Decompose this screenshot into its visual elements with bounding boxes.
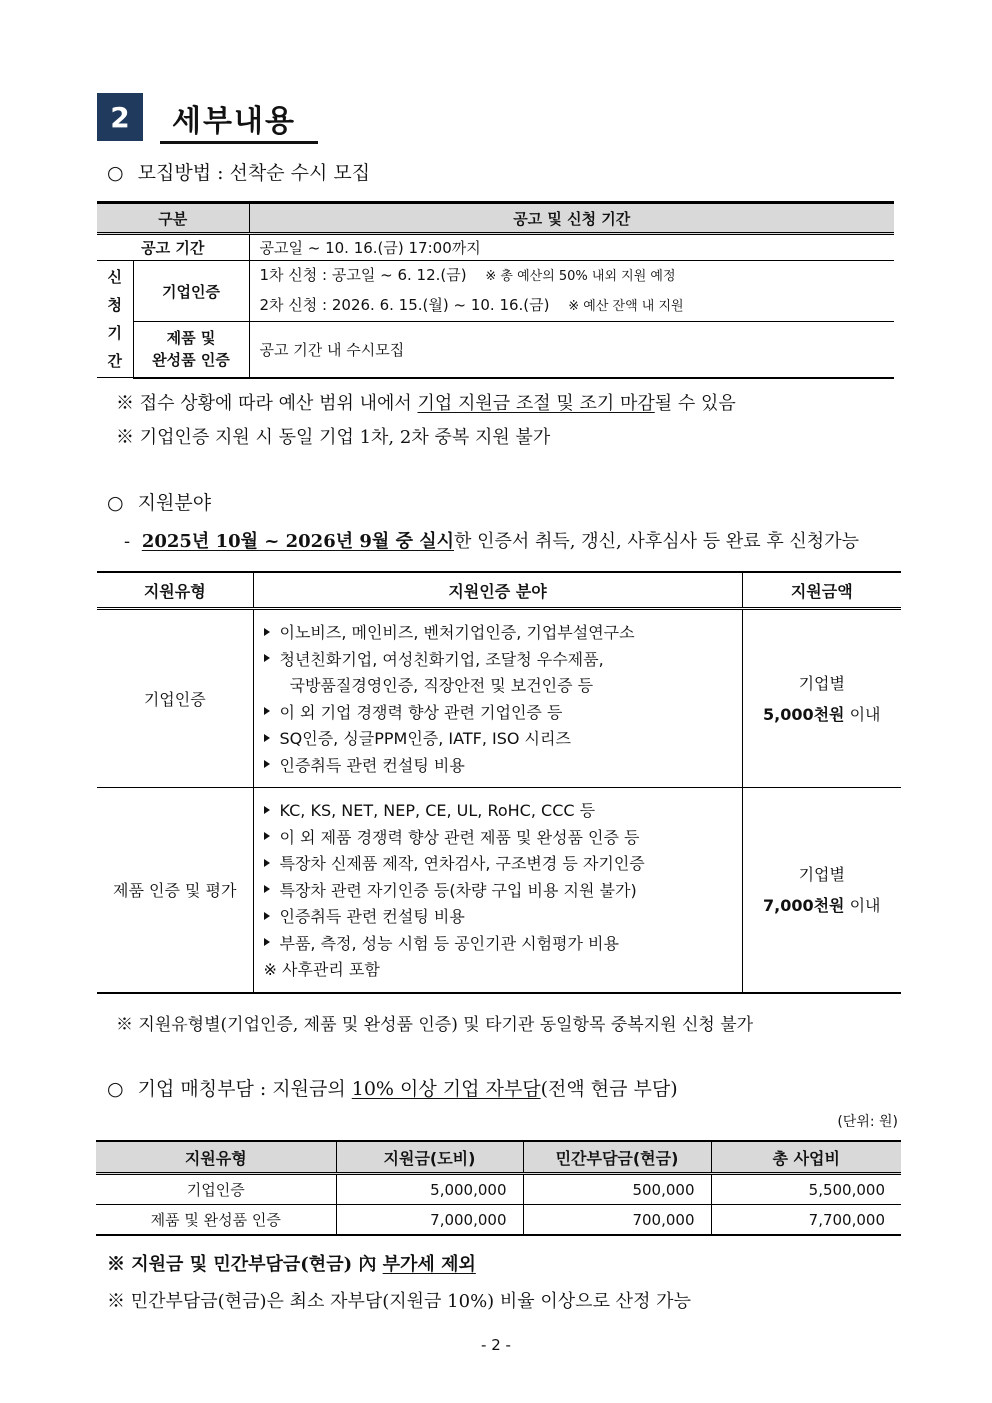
table-row	[97, 234, 894, 261]
table-cell: 제품 및 완성품 인증	[96, 1205, 336, 1236]
notice-value: 공고일 ~ 10. 16.(금) 17:00까지	[249, 234, 894, 261]
table-header: 공고 및 신청 기간	[249, 203, 894, 234]
table-header: 지원유형	[97, 572, 253, 609]
table-header: 지원금(도비)	[336, 1141, 523, 1174]
corp-period	[249, 261, 894, 322]
corp-line1-note: ※ 총 예산의 50% 내외 지원 예정	[485, 269, 676, 284]
list-item: 청년친화기업, 여성친화기업, 조달청 우수제품,	[264, 647, 742, 674]
unit-label: (단위: 원)	[837, 1114, 898, 1130]
support-field-cond: 한 인증서 취득, 갱신, 사후심사 등 완료 후 신청가능	[454, 531, 859, 552]
notice-label: 공고 기간	[97, 234, 249, 261]
list-item: 인증취득 관련 컨설팅 비용	[264, 904, 742, 931]
list-item: 특장차 신제품 제작, 연차검사, 구조변경 등 자기인증	[264, 851, 742, 878]
corp-line2: 2차 신청 : 2026. 6. 15.(월) ~ 10. 16.(금)	[259, 296, 550, 314]
table-row	[96, 1205, 901, 1236]
apply-label-char: 기	[107, 324, 122, 342]
matching-text-b: (전액 현금 부담)	[540, 1078, 678, 1100]
table-row	[97, 788, 901, 993]
support-field-heading	[107, 488, 211, 515]
table-row	[97, 322, 894, 378]
circle-bullet: ○	[107, 1078, 124, 1100]
table-cell: 500,000	[523, 1174, 711, 1205]
apply-label-char: 신	[107, 268, 122, 286]
note-no-duplicate: ※ 지원유형별(기업인증, 제품 및 완성품 인증) 및 타기관 동일항목 중복지원 신청 불가	[116, 1015, 754, 1035]
table-cell: 5,500,000	[711, 1174, 901, 1205]
product-label	[133, 322, 249, 378]
recruit-method-text: 모집방법 : 선착순 수시 모집	[137, 162, 371, 184]
matching-text-underlined: 10% 이상 기업 자부담	[351, 1078, 541, 1100]
support-type: 기업인증	[97, 609, 253, 788]
triangle-bullet-icon	[264, 806, 270, 814]
triangle-bullet-icon	[264, 628, 270, 636]
table-row	[96, 1174, 901, 1205]
support-field-sub	[124, 527, 859, 553]
list-item: 국방품질경영인증, 직장안전 및 보건인증 등	[289, 676, 594, 695]
recruit-method	[107, 158, 370, 185]
cost-table	[96, 1140, 901, 1236]
corp-line2-note: ※ 예산 잔액 내 지원	[568, 299, 684, 314]
table-cell: 기업인증	[96, 1174, 336, 1205]
note-budget-b: 될 수 있음	[654, 393, 736, 414]
table-header-row	[96, 1141, 901, 1174]
table-header-row	[97, 572, 901, 609]
note-budget	[116, 389, 736, 415]
table-row	[97, 609, 901, 788]
note-vat-a: ※ 지원금 및 민간부담금(현금) 內	[107, 1254, 383, 1275]
table-row	[97, 261, 894, 322]
note-vat	[107, 1250, 476, 1276]
period-table	[97, 201, 894, 379]
section-title: 세부내용	[172, 104, 296, 139]
apply-label-char: 간	[107, 352, 122, 370]
product-label-2: 완성품 인증	[152, 351, 230, 370]
table-cell: 7,000,000	[336, 1205, 523, 1236]
page-number: - 2 -	[481, 1336, 511, 1354]
apply-period-label	[97, 261, 133, 378]
support-items	[253, 788, 742, 993]
section-underline	[160, 141, 318, 144]
list-item: ※ 사후관리 포함	[263, 960, 380, 979]
list-item: 이 외 제품 경쟁력 향상 관련 제품 및 완성품 인증 등	[264, 825, 742, 852]
table-header: 총 사업비	[711, 1141, 901, 1174]
list-item: 인증취득 관련 컨설팅 비용	[264, 753, 742, 780]
table-cell: 5,000,000	[336, 1174, 523, 1205]
list-item: 부품, 측정, 성능 시험 등 공인기관 시험평가 비용	[264, 931, 742, 958]
product-value: 공고 기간 내 수시모집	[249, 322, 894, 378]
corp-label: 기업인증	[133, 261, 249, 322]
support-field-period: 2025년 10월 ~ 2026년 9월 중 실시	[141, 531, 454, 552]
list-item: 특장차 관련 자기인증 등(차량 구입 비용 지원 불가)	[264, 878, 742, 905]
table-cell: 700,000	[523, 1205, 711, 1236]
table-header-row	[97, 203, 894, 234]
list-item: KC, KS, NET, NEP, CE, UL, RoHC, CCC 등	[264, 798, 742, 825]
triangle-bullet-icon	[264, 734, 270, 742]
table-header: 지원유형	[96, 1141, 336, 1174]
triangle-bullet-icon	[264, 885, 270, 893]
note-self-burden: ※ 민간부담금(현금)은 최소 자부담(지원금 10%) 비율 이상으로 산정 가능	[107, 1291, 691, 1312]
table-header: 지원인증 분야	[253, 572, 742, 609]
note-budget-underlined: 기업 지원금 조절 및 조기 마감	[417, 393, 655, 414]
product-label-1: 제품 및	[166, 329, 216, 348]
apply-label-char: 청	[107, 296, 122, 314]
triangle-bullet-icon	[264, 912, 270, 920]
note-vat-underlined: 부가세 제외	[382, 1254, 476, 1275]
triangle-bullet-icon	[264, 938, 270, 946]
list-item: SQ인증, 싱글PPM인증, IATF, ISO 시리즈	[264, 726, 742, 753]
triangle-bullet-icon	[264, 760, 270, 768]
list-item: 이 외 기업 경쟁력 향상 관련 기업인증 등	[264, 700, 742, 727]
support-amount: 기업별 5,000천원 이내	[742, 609, 901, 788]
table-cell: 7,700,000	[711, 1205, 901, 1236]
support-amount: 기업별 7,000천원 이내	[742, 788, 901, 993]
table-header: 민간부담금(현금)	[523, 1141, 711, 1174]
list-item: 이노비즈, 메인비즈, 벤처기업인증, 기업부설연구소	[264, 620, 742, 647]
matching-text-a: 기업 매칭부담 : 지원금의	[137, 1078, 352, 1100]
note-duplicate: ※ 기업인증 지원 시 동일 기업 1차, 2차 중복 지원 불가	[116, 427, 551, 448]
matching-heading	[107, 1074, 678, 1101]
triangle-bullet-icon	[264, 707, 270, 715]
table-header: 지원금액	[742, 572, 901, 609]
circle-bullet: ○	[107, 162, 124, 184]
note-budget-a: ※ 접수 상황에 따라 예산 범위 내에서	[116, 393, 418, 414]
support-field-title: 지원분야	[137, 492, 212, 514]
table-header: 구분	[97, 203, 249, 234]
dash: -	[124, 531, 131, 552]
circle-bullet: ○	[107, 492, 124, 514]
support-type: 제품 인증 및 평가	[97, 788, 253, 993]
triangle-bullet-icon	[264, 654, 270, 662]
support-items	[253, 609, 742, 788]
corp-line1: 1차 신청 : 공고일 ~ 6. 12.(금)	[259, 266, 467, 284]
support-table	[97, 571, 901, 994]
section-number: 2	[97, 93, 143, 141]
triangle-bullet-icon	[264, 859, 270, 867]
triangle-bullet-icon	[264, 832, 270, 840]
